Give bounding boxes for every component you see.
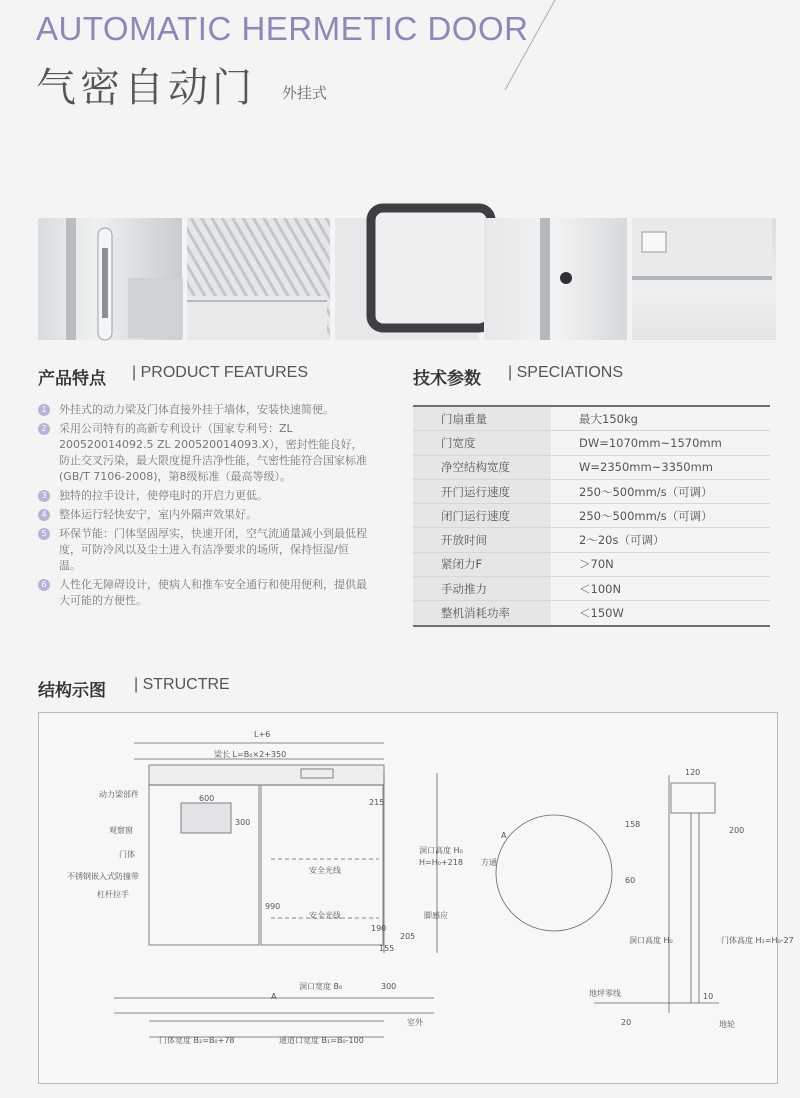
dim-205: 205 <box>400 932 416 941</box>
spec-key: 门宽度 <box>413 431 551 455</box>
label-floor: 地坪零线 <box>589 989 621 998</box>
feature-item <box>38 526 368 574</box>
spec-table <box>413 405 770 627</box>
dim-door-h: 门体高度 H₁=H₀-27 <box>721 936 794 945</box>
dim-215: 215 <box>369 798 385 807</box>
dim-120: 120 <box>685 768 701 777</box>
honeycomb-panel <box>187 218 327 340</box>
spec-row <box>413 455 770 479</box>
dim-door-w: 门体宽度 B₂=B₀+78 <box>159 1036 235 1045</box>
spec-value: 250～500mm/s（可调） <box>551 504 770 528</box>
dim-20: 20 <box>621 1018 632 1027</box>
spec-value: 250～500mm/s（可调） <box>551 479 770 503</box>
dim-300: 300 <box>235 818 251 827</box>
decor-slash <box>500 0 560 90</box>
label-foot-sensor: 脚感应 <box>424 911 448 920</box>
feature-number-badge: 1 <box>38 404 50 416</box>
label-bumper: 不锈钢嵌入式防撞带 <box>67 872 139 881</box>
photo-door-knob <box>484 218 628 340</box>
spec-value: ＞70N <box>551 552 770 576</box>
spec-row <box>413 601 770 626</box>
window-frame <box>335 218 475 340</box>
drawing-svg <box>39 713 794 1083</box>
label-A2: A <box>501 831 507 840</box>
spec-row <box>413 577 770 601</box>
spec-value: ＜150W <box>551 601 770 626</box>
dim-60: 60 <box>625 876 636 885</box>
dim-hole-h2: 洞口高度 H₀ <box>629 936 673 945</box>
spec-key: 手动推力 <box>413 577 551 601</box>
dim-190: 190 <box>371 924 387 933</box>
dim-158: 158 <box>625 820 641 829</box>
spec-value: 2～20s（可调） <box>551 528 770 552</box>
spec-row <box>413 504 770 528</box>
spec-key: 整机消耗功率 <box>413 601 551 626</box>
structure-drawing <box>38 712 794 1084</box>
features-title-en: | PRODUCT FEATURES <box>132 364 309 381</box>
feature-text: 人性化无障碍设计，使病人和推车安全通行和使用便利，提供最大可能的方便性。 <box>59 578 367 607</box>
structure-title-en: | STRUCTRE <box>134 676 230 693</box>
dim-L6: L+6 <box>254 730 271 739</box>
spec-value: 最大150kg <box>551 406 770 431</box>
spec-key: 门扇重量 <box>413 406 551 431</box>
photo-strip <box>38 218 776 340</box>
feature-item <box>38 507 368 523</box>
dim-200: 200 <box>729 826 745 835</box>
feature-item <box>38 421 368 485</box>
feature-text: 采用公司特有的高新专利设计（国家专利号：ZL 200520014092.5 ZL 200520014093.X），密封性能良好，防止交叉污染，最大限度提升洁净性能，气密性能符合国家标准(GB/T 7106-2008)，第8级标准（最高等级）。 <box>59 422 367 483</box>
label-beam-part: 动力梁部件 <box>99 790 139 799</box>
label-direction: 方通 <box>481 858 497 867</box>
dim-hole-w: 洞口宽度 B₀ <box>299 982 343 991</box>
feature-number-badge: 5 <box>38 528 50 540</box>
feature-number-badge: 2 <box>38 423 50 435</box>
beam-detail <box>632 218 772 340</box>
features-list <box>38 402 368 612</box>
dim-10: 10 <box>703 992 714 1001</box>
spec-key: 闭门运行速度 <box>413 504 551 528</box>
feature-item <box>38 402 368 418</box>
label-outside: 室外 <box>407 1018 423 1027</box>
feature-text: 整体运行轻快安宁，室内外隔声效果好。 <box>59 508 257 521</box>
structure-title-cn: 结构示图 <box>38 681 106 701</box>
spec-row <box>413 431 770 455</box>
label-A1: A <box>271 992 277 1001</box>
photo-window <box>335 218 479 340</box>
label-wheel: 地轮 <box>719 1020 735 1029</box>
title-en: AUTOMATIC HERMETIC DOOR <box>36 10 529 47</box>
subtitle: 外挂式 <box>282 84 328 102</box>
spec-value: W=2350mm~3350mm <box>551 455 770 479</box>
spec-row <box>413 552 770 576</box>
dim-beam-len: 梁长 L=B₀×2+350 <box>214 750 287 759</box>
features-title-cn: 产品特点 <box>38 369 106 389</box>
feature-item <box>38 577 368 609</box>
handle-illustration <box>38 218 178 340</box>
dim-opening-h: 洞口高度 H₀ <box>419 846 463 855</box>
feature-text: 环保节能：门体坚固厚实，快速开闭，空气流通量减小到最低程度，可防冷风以及尘土进入有洁净要求的场所，保持恒湿/恒温。 <box>59 527 367 572</box>
feature-item <box>38 488 368 504</box>
feature-number-badge: 6 <box>38 579 50 591</box>
label-door-body: 门体 <box>119 850 135 859</box>
title-cn: 气密自动门 <box>36 65 256 111</box>
label-window: 观察窗 <box>109 826 133 835</box>
photo-top-beam <box>632 218 776 340</box>
dim-pass-w: 通道口宽度 B₁=B₀-100 <box>279 1036 364 1045</box>
spec-key: 开门运行速度 <box>413 479 551 503</box>
dim-h-formula: H=H₀+218 <box>419 858 463 867</box>
spec-key: 净空结构宽度 <box>413 455 551 479</box>
label-safety1: 安全光线 <box>309 866 341 875</box>
spec-key: 紧闭力F <box>413 552 551 576</box>
label-safety2: 安全光线 <box>309 911 341 920</box>
spec-row <box>413 528 770 552</box>
feature-text: 独特的拉手设计，使停电时的开启力更低。 <box>59 489 268 502</box>
feature-text: 外挂式的动力梁及门体直接外挂于墙体，安装快速简便。 <box>59 403 334 416</box>
spec-key: 开放时间 <box>413 528 551 552</box>
specs-title-en: | SPECIATIONS <box>508 364 623 381</box>
feature-number-badge: 4 <box>38 509 50 521</box>
photo-honeycomb <box>187 218 331 340</box>
feature-number-badge: 3 <box>38 490 50 502</box>
dim-600: 600 <box>199 794 215 803</box>
label-handle: 杠杆拉手 <box>97 890 129 899</box>
knob-detail <box>484 218 624 340</box>
spec-value: ＜100N <box>551 577 770 601</box>
dim-300b: 300 <box>381 982 397 991</box>
spec-value: DW=1070mm~1570mm <box>551 431 770 455</box>
spec-row <box>413 479 770 503</box>
spec-row <box>413 406 770 431</box>
dim-990: 990 <box>265 902 281 911</box>
dim-155: 155 <box>379 944 395 953</box>
photo-handle <box>38 218 182 340</box>
specs-title-cn: 技术参数 <box>413 369 481 389</box>
